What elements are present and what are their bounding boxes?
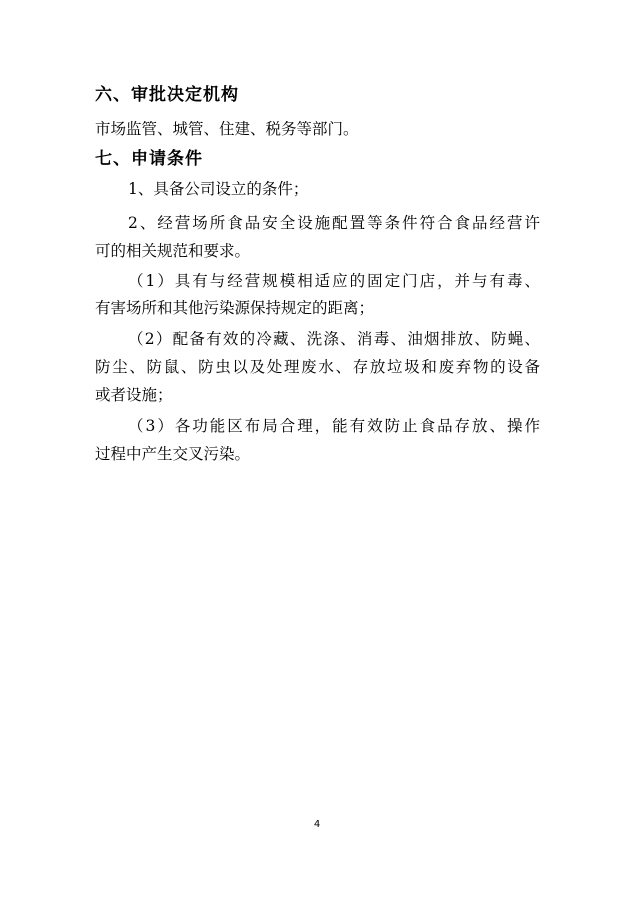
condition-2-2-line-1: （2）配备有效的冷藏、洗涤、消毒、油烟排放、防蝇、 (128, 330, 540, 348)
section-heading-application-conditions: 七、申请条件 (95, 149, 203, 169)
condition-2-2-line-3: 或者设施； (95, 386, 173, 404)
section-heading-approval-authority: 六、审批决定机构 (95, 85, 239, 105)
condition-2-2-line-2: 防尘、防鼠、防虫以及处理废水、存放垃圾和废弃物的设备 (95, 358, 540, 376)
condition-2-3-line-1: （3）各功能区布局合理，能有效防止食品存放、操作 (128, 417, 540, 435)
page-number: 4 (313, 819, 321, 830)
condition-2-1-line-2: 有害场所和其他污染源保持规定的距离； (95, 299, 375, 317)
condition-2-line-2: 可的相关规范和要求。 (95, 242, 251, 260)
condition-2-3-line-2: 过程中产生交叉污染。 (95, 445, 251, 463)
condition-2-line-1: 2、经营场所食品安全设施配置等条件符合食品经营许 (128, 214, 540, 232)
condition-1: 1、具备公司设立的条件； (128, 180, 309, 198)
approval-authority-text: 市场监管、城管、住建、税务等部门。 (95, 120, 359, 138)
condition-2-1-line-1: （1）具有与经营规模相适应的固定门店，并与有毒、 (128, 272, 540, 290)
